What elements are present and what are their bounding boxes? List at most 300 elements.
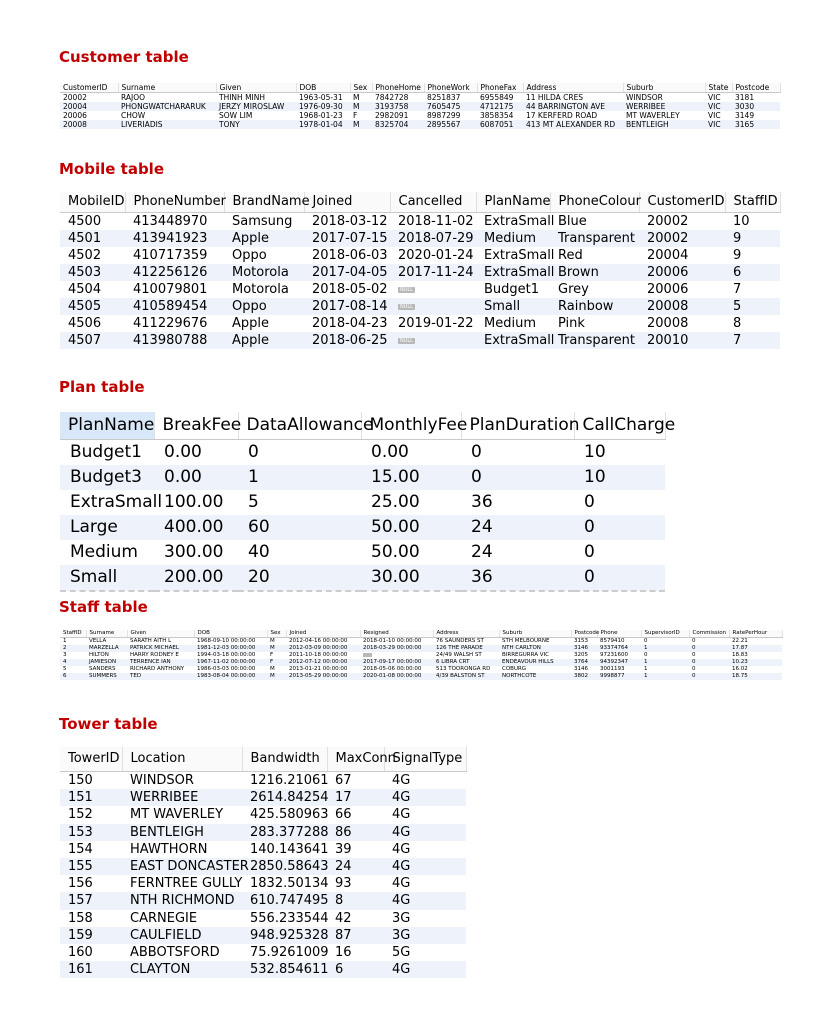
table-cell[interactable]: 0	[689, 645, 729, 652]
table-cell[interactable]: 4/39 BALSTON ST	[433, 673, 499, 680]
table-cell[interactable]: 6087051	[477, 120, 523, 129]
table-cell[interactable]: 0.00	[154, 465, 238, 490]
table-cell[interactable]: 556.233544	[242, 910, 327, 927]
table-row[interactable]	[60, 332, 780, 349]
table-cell[interactable]: 8251837	[424, 93, 477, 103]
table-cell[interactable]: 4500	[60, 213, 125, 231]
table-row[interactable]	[60, 111, 780, 120]
table-cell[interactable]: 3764	[571, 659, 597, 666]
table-row[interactable]	[60, 944, 466, 961]
table-cell[interactable]: CAULFIELD	[122, 927, 242, 944]
table-cell[interactable]: Budget1	[60, 440, 154, 466]
table-cell[interactable]: CLAYTON	[122, 961, 242, 978]
table-cell[interactable]: 8	[327, 892, 384, 909]
table-cell[interactable]: F	[267, 652, 286, 659]
table-cell[interactable]: 410717359	[125, 247, 224, 264]
table-cell[interactable]: 20	[238, 565, 361, 591]
table-cell[interactable]: 2012-04-16 00:00:00	[286, 638, 360, 646]
column-header[interactable]: BrandName	[224, 192, 304, 213]
table-cell[interactable]: SANDERS	[86, 666, 127, 673]
table-cell[interactable]: 8987299	[424, 111, 477, 120]
table-cell[interactable]: 1	[641, 645, 689, 652]
table-cell[interactable]: HILTON	[86, 652, 127, 659]
table-cell[interactable]: LIVERIADIS	[118, 120, 216, 129]
table-cell[interactable]: 3G	[384, 910, 466, 927]
column-header[interactable]: Cancelled	[390, 192, 476, 213]
table-cell[interactable]: Samsung	[224, 213, 304, 231]
table-cell[interactable]: 4G	[384, 824, 466, 841]
table-cell[interactable]: 20008	[639, 298, 725, 315]
column-header[interactable]: TowerID	[60, 747, 122, 772]
table-cell[interactable]: 87	[327, 927, 384, 944]
table-row[interactable]	[60, 264, 780, 281]
table-row[interactable]	[60, 638, 782, 646]
table-cell[interactable]: 60	[238, 515, 361, 540]
table-cell[interactable]: 513 TOORONGA RD	[433, 666, 499, 673]
table-row[interactable]	[60, 806, 466, 823]
table-cell[interactable]: 2013-05-29 00:00:00	[286, 673, 360, 680]
table-cell[interactable]: 7842728	[372, 93, 424, 103]
table-cell[interactable]: SARATH AITH L	[127, 638, 194, 646]
table-cell[interactable]: 100.00	[154, 490, 238, 515]
table-cell[interactable]: 76 SAUNDERS ST	[433, 638, 499, 646]
table-cell[interactable]: 20002	[60, 93, 118, 103]
table-cell[interactable]: BENTLEIGH	[122, 824, 242, 841]
table-cell[interactable]: VELLA	[86, 638, 127, 646]
table-cell[interactable]: 4712175	[477, 102, 523, 111]
column-header[interactable]: Postcode	[732, 83, 780, 93]
column-header[interactable]: PhoneHome	[372, 83, 424, 93]
table-cell[interactable]: 1978-01-04	[296, 120, 350, 129]
table-row[interactable]	[60, 298, 780, 315]
table-cell[interactable]: WINDSOR	[122, 772, 242, 790]
table-cell[interactable]: 66	[327, 806, 384, 823]
table-cell[interactable]: 1968-01-23	[296, 111, 350, 120]
table-row[interactable]	[60, 652, 782, 659]
table-cell[interactable]: 7605475	[424, 102, 477, 111]
table-cell[interactable]: 3146	[571, 645, 597, 652]
table-cell[interactable]: 6	[60, 673, 86, 680]
table-cell[interactable]: 154	[60, 841, 122, 858]
column-header[interactable]: State	[705, 83, 732, 93]
table-cell[interactable]: ExtraSmall	[476, 247, 550, 264]
table-cell[interactable]: 17	[327, 789, 384, 806]
table-cell[interactable]: 0	[574, 515, 665, 540]
table-cell[interactable]: 0.00	[154, 440, 238, 466]
column-header[interactable]: PlanName	[60, 412, 154, 440]
table-cell[interactable]: 50.00	[361, 540, 461, 565]
table-cell[interactable]: 5	[238, 490, 361, 515]
column-header[interactable]: PhoneColour	[550, 192, 639, 213]
table-cell[interactable]: 50.00	[361, 515, 461, 540]
table-cell[interactable]: ABBOTSFORD	[122, 944, 242, 961]
table-cell[interactable]: 4505	[60, 298, 125, 315]
table-cell[interactable]: 4G	[384, 875, 466, 892]
table-cell[interactable]: 8	[725, 315, 780, 332]
table-cell[interactable]: VIC	[705, 93, 732, 103]
table-cell[interactable]: CHOW	[118, 111, 216, 120]
table-cell[interactable]: 30.00	[361, 565, 461, 591]
table-cell[interactable]: 158	[60, 910, 122, 927]
column-header[interactable]: CustomerID	[60, 83, 118, 93]
table-cell[interactable]: 532.854611	[242, 961, 327, 978]
table-cell[interactable]: 1983-08-04 00:00:00	[194, 673, 267, 680]
table-cell[interactable]: 0	[689, 638, 729, 646]
column-header[interactable]: Joined	[304, 192, 390, 213]
table-cell[interactable]: 3001193	[597, 666, 641, 673]
table-cell[interactable]: 24/49 WALSH ST	[433, 652, 499, 659]
table-cell[interactable]: Motorola	[224, 264, 304, 281]
table-cell[interactable]: 39	[327, 841, 384, 858]
column-header[interactable]: DOB	[194, 630, 267, 638]
table-cell[interactable]: 1	[641, 666, 689, 673]
table-cell[interactable]: 20002	[639, 213, 725, 231]
table-cell[interactable]: 0	[574, 540, 665, 565]
table-row[interactable]	[60, 910, 466, 927]
table-cell[interactable]: 4507	[60, 332, 125, 349]
table-cell[interactable]: 20008	[639, 315, 725, 332]
table-cell[interactable]: 1981-12-03 00:00:00	[194, 645, 267, 652]
table-cell[interactable]: 5	[60, 666, 86, 673]
table-cell[interactable]: 6	[327, 961, 384, 978]
column-header[interactable]: RatePerHour	[729, 630, 782, 638]
table-cell[interactable]: M	[350, 102, 372, 111]
table-cell[interactable]: 5G	[384, 944, 466, 961]
column-header[interactable]: StaffID	[60, 630, 86, 638]
table-row[interactable]	[60, 490, 665, 515]
table-cell[interactable]: PHONGWATCHARARUK	[118, 102, 216, 111]
table-cell[interactable]: 0	[689, 659, 729, 666]
table-cell[interactable]: 0	[574, 490, 665, 515]
column-header[interactable]: Phone	[597, 630, 641, 638]
table-cell[interactable]: Apple	[224, 230, 304, 247]
table-cell[interactable]: 10.23	[729, 659, 782, 666]
table-cell[interactable]: 1	[641, 673, 689, 680]
column-header[interactable]: SignalType	[384, 747, 466, 772]
table-cell[interactable]: 4503	[60, 264, 125, 281]
column-header[interactable]: Resigned	[360, 630, 433, 638]
table-cell[interactable]: Blue	[550, 213, 639, 231]
table-cell[interactable]: Oppo	[224, 247, 304, 264]
table-cell[interactable]: 1976-09-30	[296, 102, 350, 111]
table-cell[interactable]: RAJOO	[118, 93, 216, 103]
table-cell[interactable]: 4G	[384, 892, 466, 909]
table-cell[interactable]: 2018-07-29	[390, 230, 476, 247]
table-cell[interactable]: 93	[327, 875, 384, 892]
table-cell[interactable]: 3153	[571, 638, 597, 646]
table-cell[interactable]: 400.00	[154, 515, 238, 540]
table-cell[interactable]: 0	[461, 465, 574, 490]
column-header[interactable]: Suburb	[499, 630, 571, 638]
table-cell[interactable]: 20010	[639, 332, 725, 349]
table-cell[interactable]: 2018-11-02	[390, 213, 476, 231]
table-cell[interactable]: ExtraSmall	[476, 332, 550, 349]
table-cell[interactable]: M	[267, 638, 286, 646]
table-cell[interactable]: VIC	[705, 102, 732, 111]
table-cell[interactable]: Medium	[476, 315, 550, 332]
table-cell[interactable]: 160	[60, 944, 122, 961]
table-row[interactable]	[60, 281, 780, 298]
table-cell[interactable]: 9	[725, 230, 780, 247]
table-cell[interactable]: M	[267, 673, 286, 680]
table-cell[interactable]: ExtraSmall	[476, 213, 550, 231]
table-cell[interactable]: Apple	[224, 332, 304, 349]
table-cell[interactable]: 10	[725, 213, 780, 231]
table-cell[interactable]: 0	[238, 440, 361, 466]
table-cell[interactable]: 1832.50134	[242, 875, 327, 892]
table-cell[interactable]: Medium	[476, 230, 550, 247]
column-header[interactable]: Given	[216, 83, 296, 93]
table-row[interactable]	[60, 927, 466, 944]
table-cell[interactable]: JERZY MIROSLAW	[216, 102, 296, 111]
table-cell[interactable]: 20004	[60, 102, 118, 111]
table-cell[interactable]: 126 THE PARADE	[433, 645, 499, 652]
column-header[interactable]: DataAllowance	[238, 412, 361, 440]
table-cell[interactable]: 2018-05-06 00:00:00	[360, 666, 433, 673]
table-cell[interactable]: 2018-05-02	[304, 281, 390, 298]
table-cell[interactable]: ExtraSmall	[476, 264, 550, 281]
table-row[interactable]	[60, 772, 466, 790]
table-cell[interactable]: EAST DONCASTER	[122, 858, 242, 875]
table-cell[interactable]: Pink	[550, 315, 639, 332]
table-cell[interactable]: 3193758	[372, 102, 424, 111]
table-cell[interactable]: 4506	[60, 315, 125, 332]
table-cell[interactable]: Large	[60, 515, 154, 540]
table-cell[interactable]: MT WAVERLEY	[623, 111, 705, 120]
table-cell[interactable]: 2982091	[372, 111, 424, 120]
table-cell[interactable]	[360, 652, 433, 659]
table-cell[interactable]: M	[350, 120, 372, 129]
table-row[interactable]	[60, 465, 665, 490]
table-row[interactable]	[60, 440, 665, 466]
table-cell[interactable]: 3205	[571, 652, 597, 659]
table-cell[interactable]: 17.87	[729, 645, 782, 652]
table-cell[interactable]: 15.00	[361, 465, 461, 490]
table-cell[interactable]: 3146	[571, 666, 597, 673]
table-cell[interactable]: MARZELLA	[86, 645, 127, 652]
table-cell[interactable]: VIC	[705, 111, 732, 120]
table-cell[interactable]: 1	[60, 638, 86, 646]
table-cell[interactable]: THINH MINH	[216, 93, 296, 103]
table-cell[interactable]: COBURG	[499, 666, 571, 673]
table-cell[interactable]: M	[350, 93, 372, 103]
table-cell[interactable]: 86	[327, 824, 384, 841]
table-cell[interactable]: 3	[60, 652, 86, 659]
column-header[interactable]: MonthlyFee	[361, 412, 461, 440]
table-cell[interactable]: 2017-11-24	[390, 264, 476, 281]
table-cell[interactable]: STH MELBOURNE	[499, 638, 571, 646]
table-cell[interactable]: 610.747495	[242, 892, 327, 909]
table-cell[interactable]: 151	[60, 789, 122, 806]
table-cell[interactable]: 411229676	[125, 315, 224, 332]
column-header[interactable]: Address	[523, 83, 623, 93]
table-cell[interactable]: 413 MT ALEXANDER RD	[523, 120, 623, 129]
table-row[interactable]	[60, 315, 780, 332]
table-cell[interactable]: 2018-03-29 00:00:00	[360, 645, 433, 652]
table-cell[interactable]: 413448970	[125, 213, 224, 231]
column-header[interactable]: Postcode	[571, 630, 597, 638]
table-cell[interactable]: 3181	[732, 93, 780, 103]
table-cell[interactable]: 1963-05-31	[296, 93, 350, 103]
table-cell[interactable]: 159	[60, 927, 122, 944]
table-cell[interactable]: Oppo	[224, 298, 304, 315]
table-row[interactable]	[60, 645, 782, 652]
table-cell[interactable]: Rainbow	[550, 298, 639, 315]
table-cell[interactable]: Transparent	[550, 332, 639, 349]
column-header[interactable]: DOB	[296, 83, 350, 93]
table-cell[interactable]: 4504	[60, 281, 125, 298]
table-cell[interactable]: WINDSOR	[623, 93, 705, 103]
table-row[interactable]	[60, 892, 466, 909]
table-cell[interactable]: Apple	[224, 315, 304, 332]
column-header[interactable]: Address	[433, 630, 499, 638]
table-cell[interactable]: RICHARD ANTHONY	[127, 666, 194, 673]
table-cell[interactable]	[390, 281, 476, 298]
column-header[interactable]: MaxConn	[327, 747, 384, 772]
table-cell[interactable]: 2012-03-09 00:00:00	[286, 645, 360, 652]
column-header[interactable]: Surname	[118, 83, 216, 93]
table-cell[interactable]: 410589454	[125, 298, 224, 315]
table-cell[interactable]: F	[267, 659, 286, 666]
table-cell[interactable]: 7	[725, 332, 780, 349]
table-cell[interactable]: Medium	[60, 540, 154, 565]
table-cell[interactable]: 3030	[732, 102, 780, 111]
table-cell[interactable]: NTH RICHMOND	[122, 892, 242, 909]
table-cell[interactable]: 0	[689, 666, 729, 673]
column-header[interactable]: PhoneNumber	[125, 192, 224, 213]
table-cell[interactable]: 3802	[571, 673, 597, 680]
table-cell[interactable]: 0	[641, 652, 689, 659]
table-cell[interactable]: 16.02	[729, 666, 782, 673]
table-row[interactable]	[60, 540, 665, 565]
table-row[interactable]	[60, 213, 780, 231]
table-cell[interactable]: 44 BARRINGTON AVE	[523, 102, 623, 111]
table-cell[interactable]: 413980788	[125, 332, 224, 349]
table-row[interactable]	[60, 102, 780, 111]
table-cell[interactable]: 2017-08-14	[304, 298, 390, 315]
table-cell[interactable]: Red	[550, 247, 639, 264]
table-cell[interactable]: 9	[725, 247, 780, 264]
table-cell[interactable]: 1	[238, 465, 361, 490]
table-cell[interactable]: 42	[327, 910, 384, 927]
column-header[interactable]: Location	[122, 747, 242, 772]
table-row[interactable]	[60, 515, 665, 540]
table-cell[interactable]: 153	[60, 824, 122, 841]
column-header[interactable]: PlanName	[476, 192, 550, 213]
table-cell[interactable]: CARNEGIE	[122, 910, 242, 927]
table-cell[interactable]: Transparent	[550, 230, 639, 247]
table-cell[interactable]: 24	[461, 540, 574, 565]
table-cell[interactable]	[390, 332, 476, 349]
table-cell[interactable]: 0	[641, 638, 689, 646]
table-cell[interactable]: 97231600	[597, 652, 641, 659]
table-row[interactable]	[60, 93, 780, 103]
table-cell[interactable]: PATRICK MICHAEL	[127, 645, 194, 652]
column-header[interactable]: Given	[127, 630, 194, 638]
table-cell[interactable]: 425.580963	[242, 806, 327, 823]
column-header[interactable]: StaffID	[725, 192, 780, 213]
table-cell[interactable]: F	[350, 111, 372, 120]
table-row[interactable]	[60, 565, 665, 591]
table-cell[interactable]	[390, 298, 476, 315]
table-cell[interactable]: 18.83	[729, 652, 782, 659]
table-cell[interactable]: 24	[461, 515, 574, 540]
table-cell[interactable]: SUMMERS	[86, 673, 127, 680]
table-cell[interactable]: 1994-03-18 00:00:00	[194, 652, 267, 659]
column-header[interactable]: Joined	[286, 630, 360, 638]
table-row[interactable]	[60, 824, 466, 841]
table-cell[interactable]: 17 KERFERD ROAD	[523, 111, 623, 120]
column-header[interactable]: Suburb	[623, 83, 705, 93]
table-cell[interactable]: HARRY RODNEY E	[127, 652, 194, 659]
table-cell[interactable]: 1968-09-10 00:00:00	[194, 638, 267, 646]
table-cell[interactable]: FERNTREE GULLY	[122, 875, 242, 892]
table-cell[interactable]: 0	[574, 565, 665, 591]
table-cell[interactable]: 0	[461, 440, 574, 466]
table-cell[interactable]: 4G	[384, 772, 466, 790]
table-cell[interactable]: SOW LIM	[216, 111, 296, 120]
table-cell[interactable]: 283.377288	[242, 824, 327, 841]
table-cell[interactable]: 8325704	[372, 120, 424, 129]
table-cell[interactable]: 16	[327, 944, 384, 961]
table-cell[interactable]: HAWTHORN	[122, 841, 242, 858]
column-header[interactable]: Surname	[86, 630, 127, 638]
column-header[interactable]: CustomerID	[639, 192, 725, 213]
table-cell[interactable]: NORTHCOTE	[499, 673, 571, 680]
table-cell[interactable]: 24	[327, 858, 384, 875]
table-cell[interactable]: 40	[238, 540, 361, 565]
column-header[interactable]: MobileID	[60, 192, 125, 213]
table-row[interactable]	[60, 659, 782, 666]
table-cell[interactable]: 2017-04-05	[304, 264, 390, 281]
table-cell[interactable]: 20006	[639, 281, 725, 298]
table-cell[interactable]: 18.75	[729, 673, 782, 680]
table-cell[interactable]: 2012-07-12 00:00:00	[286, 659, 360, 666]
table-cell[interactable]: 10	[574, 440, 665, 466]
table-cell[interactable]: NTH CARLTON	[499, 645, 571, 652]
table-cell[interactable]: 1967-11-02 00:00:00	[194, 659, 267, 666]
table-cell[interactable]: WERRIBEE	[623, 102, 705, 111]
table-cell[interactable]: 1	[641, 659, 689, 666]
table-cell[interactable]: 36	[461, 565, 574, 591]
column-header[interactable]: SupervisorID	[641, 630, 689, 638]
table-cell[interactable]: 3165	[732, 120, 780, 129]
table-cell[interactable]: 0	[689, 652, 729, 659]
table-cell[interactable]: 1216.21061	[242, 772, 327, 790]
table-cell[interactable]: 300.00	[154, 540, 238, 565]
column-header[interactable]: PlanDuration	[461, 412, 574, 440]
table-cell[interactable]: TED	[127, 673, 194, 680]
table-cell[interactable]: Budget1	[476, 281, 550, 298]
table-cell[interactable]: 155	[60, 858, 122, 875]
table-row[interactable]	[60, 858, 466, 875]
table-cell[interactable]: 22.21	[729, 638, 782, 646]
table-cell[interactable]: 4G	[384, 841, 466, 858]
table-cell[interactable]: 20004	[639, 247, 725, 264]
table-cell[interactable]: 412256126	[125, 264, 224, 281]
table-cell[interactable]: 4502	[60, 247, 125, 264]
column-header[interactable]: CallCharge	[574, 412, 665, 440]
table-cell[interactable]: BIRREGURRA VIC	[499, 652, 571, 659]
table-cell[interactable]: M	[267, 645, 286, 652]
table-cell[interactable]: 20006	[60, 111, 118, 120]
table-cell[interactable]: 2895567	[424, 120, 477, 129]
column-header[interactable]: PhoneFax	[477, 83, 523, 93]
table-cell[interactable]: 2614.84254	[242, 789, 327, 806]
table-cell[interactable]: 93374764	[597, 645, 641, 652]
table-cell[interactable]: 2017-07-15	[304, 230, 390, 247]
table-row[interactable]	[60, 841, 466, 858]
